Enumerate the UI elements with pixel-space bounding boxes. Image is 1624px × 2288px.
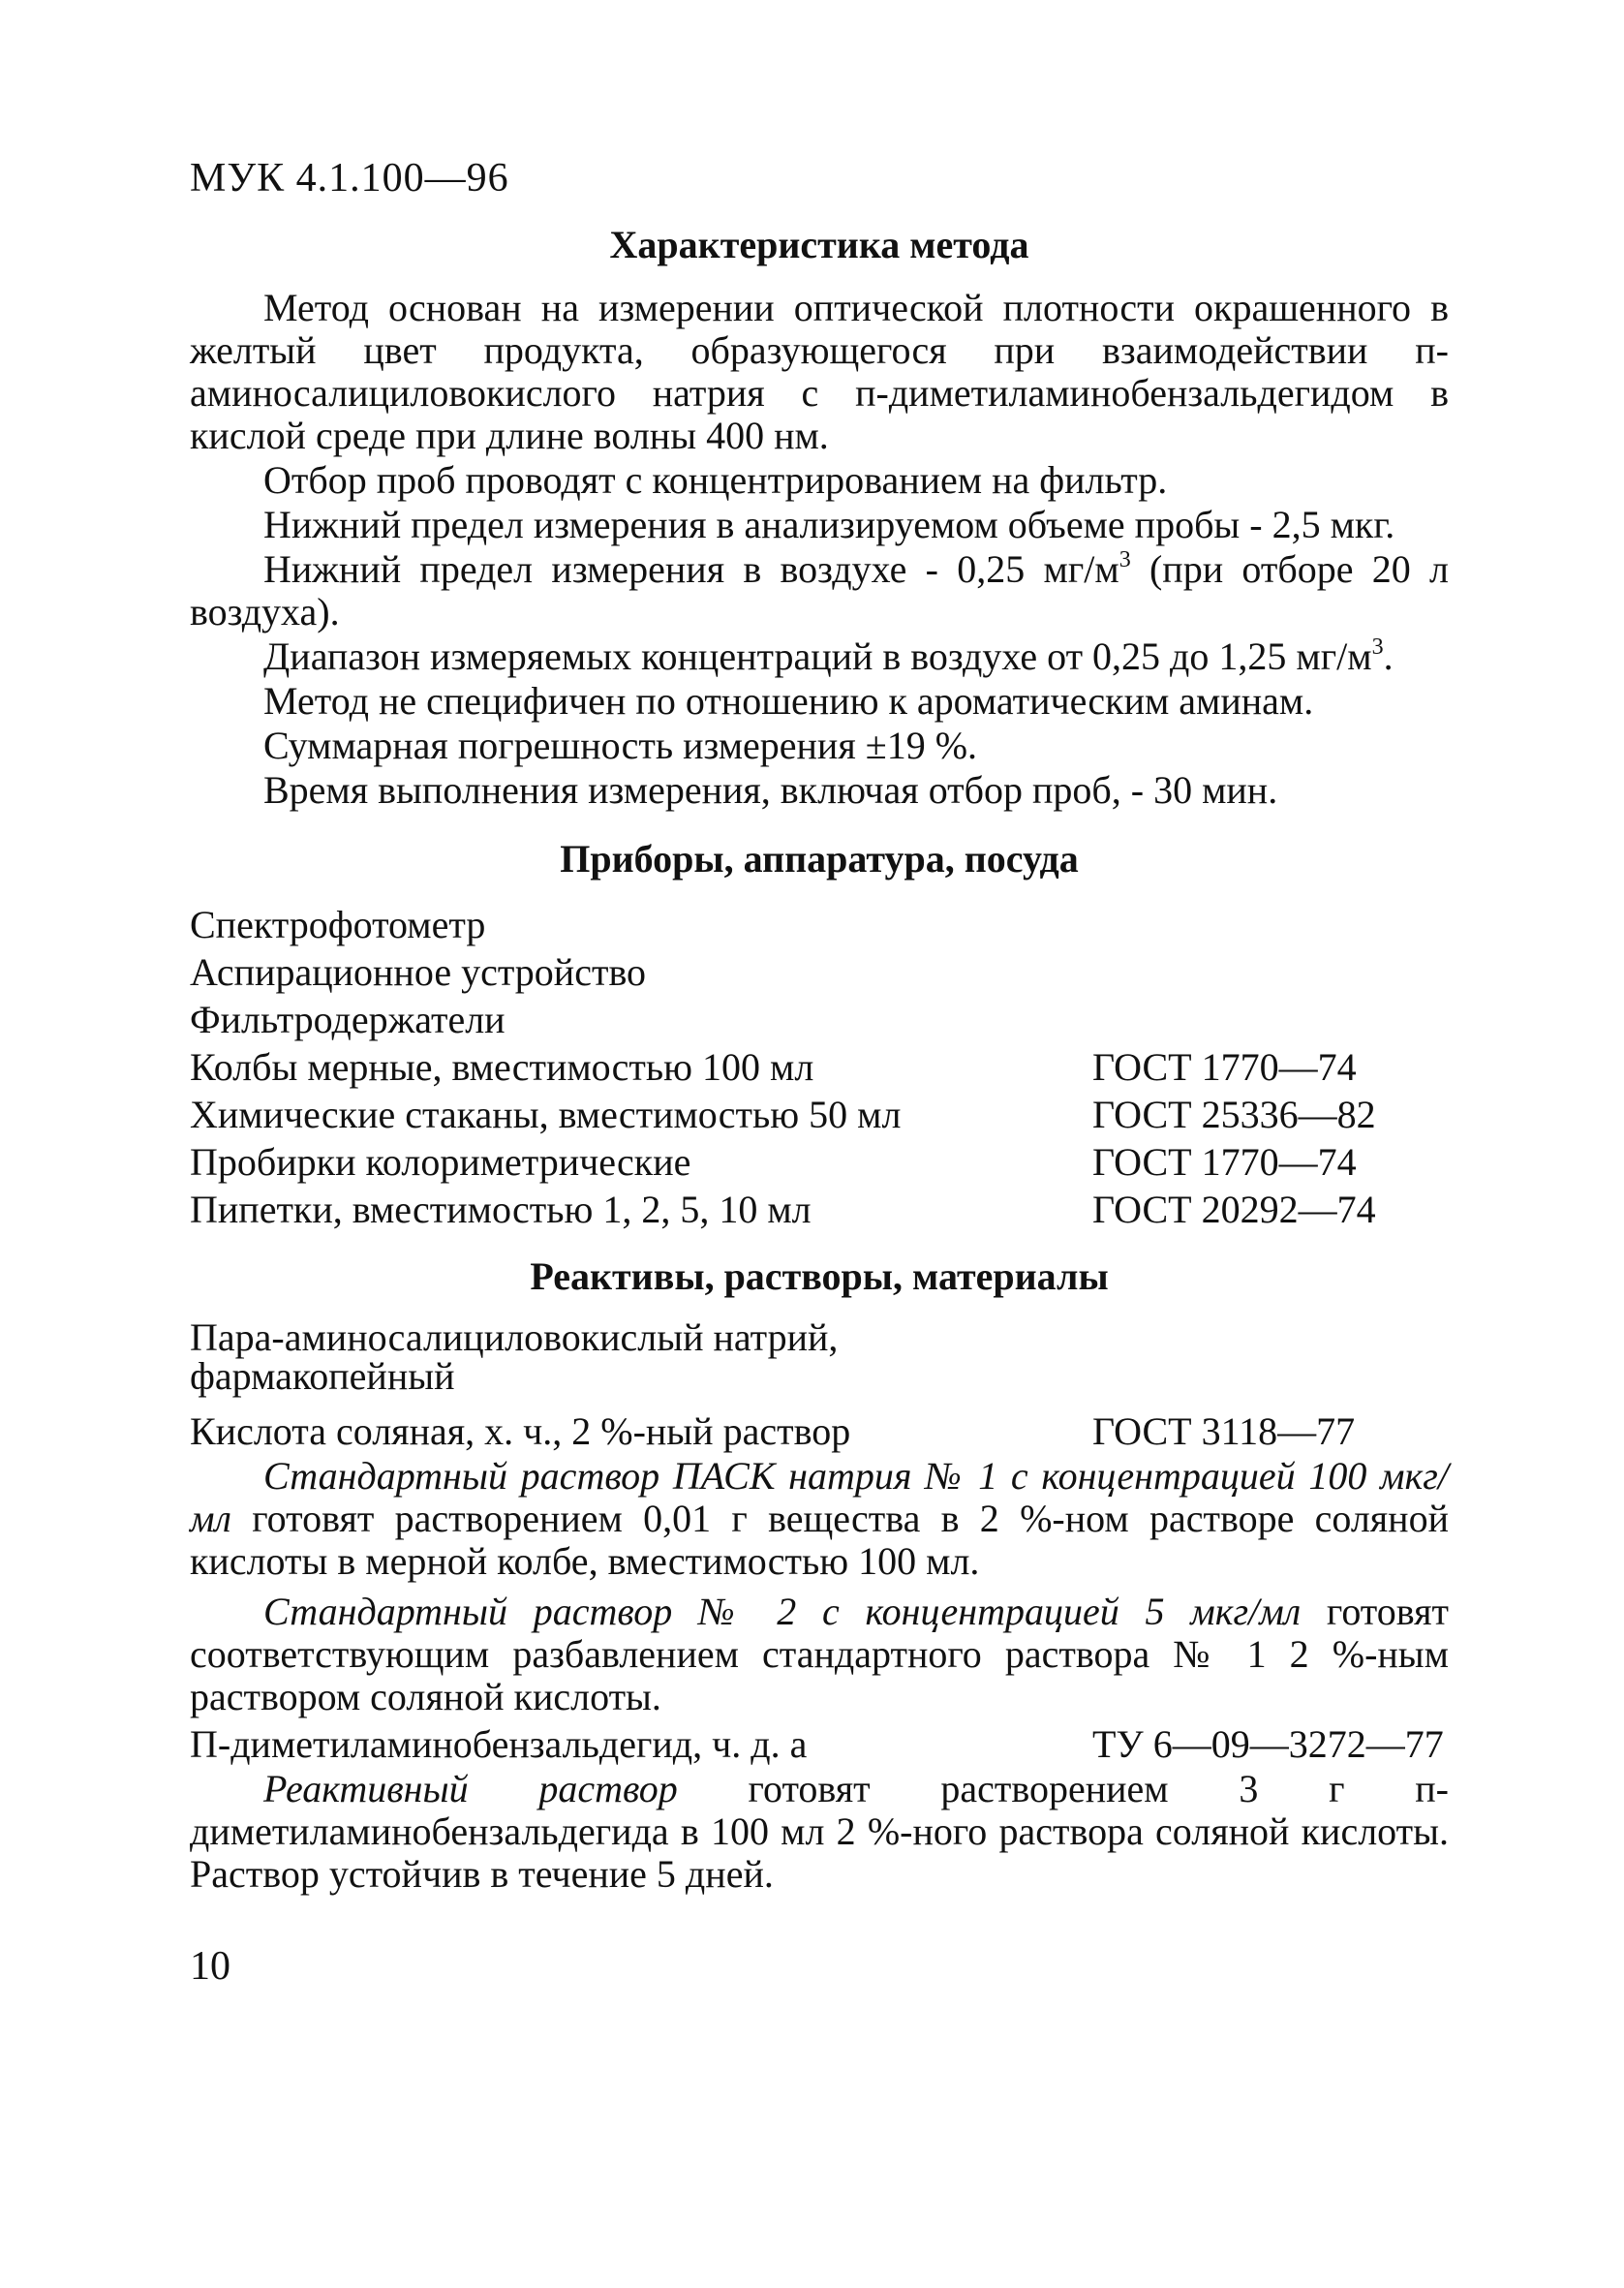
reagents-section xyxy=(190,1252,1449,1896)
method-heading: Характеристика метода xyxy=(609,223,1029,266)
equipment-item xyxy=(190,996,1449,1043)
equipment-item xyxy=(190,1138,1449,1186)
equipment-list xyxy=(190,901,1449,1233)
cubic-superscript: 3 xyxy=(1118,547,1131,572)
reagent-dmab xyxy=(190,1720,1449,1768)
document-code: МУК 4.1.100—96 xyxy=(190,156,509,201)
equipment-item-name: Химические стаканы, вместимостью 50 мл xyxy=(190,1093,902,1136)
equipment-item-name: Колбы мерные, вместимостью 100 мл xyxy=(190,1045,814,1089)
reagent-dmab-name: П-диметиламинобензальдегид, ч. д. а xyxy=(190,1722,808,1766)
page-number: 10 xyxy=(190,1944,230,1989)
equipment-item-standard: ГОСТ 20292—74 xyxy=(1092,1188,1376,1231)
standard-solution-1-text: готовят растворением 0,01 г вещества в 2 %-ном растворе соляной кислоты в мерной колбе, вместимостью 100 мл. xyxy=(190,1497,1449,1583)
method-lower-limit-air xyxy=(190,548,1449,634)
reagent-dmab-standard: ТУ 6—09—3272—77 xyxy=(1092,1722,1444,1766)
equipment-item xyxy=(190,1043,1449,1091)
equipment-item-standard: ГОСТ 1770—74 xyxy=(1092,1045,1357,1089)
method-range-text: Диапазон измеряемых концентраций в воздухе от 0,25 до 1,25 мг/м xyxy=(263,634,1372,678)
reagent-hcl-standard: ГОСТ 3118—77 xyxy=(1092,1409,1356,1453)
method-range xyxy=(190,635,1449,678)
standard-solution-1 xyxy=(190,1455,1449,1583)
reactive-solution xyxy=(190,1768,1449,1896)
document-page xyxy=(190,153,1449,1991)
equipment-section xyxy=(190,835,1449,1233)
equipment-item-name: Спектрофотометр xyxy=(190,903,486,946)
method-error: Суммарная погрешность измерения ±19 %. xyxy=(263,724,978,767)
method-sampling: Отбор проб проводят с концентрированием на фильтр. xyxy=(263,458,1168,502)
method-specificity: Метод не специфичен по отношению к ароматическим аминам. xyxy=(263,679,1314,723)
equipment-item-standard: ГОСТ 1770—74 xyxy=(1092,1140,1357,1184)
method-section xyxy=(190,221,1449,812)
reagent-pask: Пара-аминосалициловокислый натрий, фармакопейный xyxy=(190,1315,839,1398)
method-principle: Метод основан на измерении оптической плотности окрашенного в желтый цвет продукта, образующегося при взаимодействии п-аминосалициловокислого натрия с п-диметиламинобензальдегидом в кислой среде при длине волны 400 нм. xyxy=(190,286,1449,457)
standard-solution-2-title: Стандартный раствор № 2 с концентрацией 5 мкг/мл xyxy=(263,1590,1302,1633)
reagent-hcl xyxy=(190,1407,1449,1455)
equipment-heading: Приборы, аппаратура, посуда xyxy=(560,837,1079,881)
equipment-item xyxy=(190,948,1449,996)
method-range-end: . xyxy=(1383,634,1394,678)
cubic-superscript: 3 xyxy=(1371,634,1384,660)
equipment-item-standard: ГОСТ 25336—82 xyxy=(1092,1093,1376,1136)
equipment-item xyxy=(190,1091,1449,1138)
standard-solution-1-title: Стандартный раствор ПАСК натрия № 1 с концентрацией 100 мкг/мл xyxy=(190,1454,1449,1540)
equipment-item xyxy=(190,901,1449,948)
reactive-solution-text: готовят растворением 3 г п-диметиламинобензальдегида в 100 мл 2 %-ного раствора соляной кислоты. Раствор устойчив в течение 5 дней. xyxy=(190,1767,1449,1896)
standard-solution-2-text: готовят соответствующим разбавлением стандартного раствора № 1 2 %-ным раствором соляной кислоты. xyxy=(190,1590,1449,1718)
equipment-item-name: Аспирационное устройство xyxy=(190,950,647,994)
method-time: Время выполнения измерения, включая отбор проб, - 30 мин. xyxy=(263,768,1278,812)
method-lower-limit-sample: Нижний предел измерения в анализируемом объеме пробы - 2,5 мкг. xyxy=(263,503,1395,546)
equipment-item-name: Пробирки колориметрические xyxy=(190,1140,691,1184)
reagent-hcl-name: Кислота соляная, х. ч., 2 %-ный раствор xyxy=(190,1409,851,1453)
standard-solution-2 xyxy=(190,1591,1449,1718)
equipment-item-name: Пипетки, вместимостью 1, 2, 5, 10 мл xyxy=(190,1188,812,1231)
equipment-item-name: Фильтродержатели xyxy=(190,998,506,1041)
method-lower-limit-air-text: Нижний предел измерения в воздухе - 0,25 мг/м xyxy=(263,547,1119,591)
reactive-solution-title: Реактивный раствор xyxy=(263,1767,678,1810)
equipment-item xyxy=(190,1186,1449,1233)
method-lower-limit-air-note: (при отборе 20 л воздуха). xyxy=(190,547,1450,634)
reagents-heading: Реактивы, растворы, материалы xyxy=(530,1254,1109,1298)
